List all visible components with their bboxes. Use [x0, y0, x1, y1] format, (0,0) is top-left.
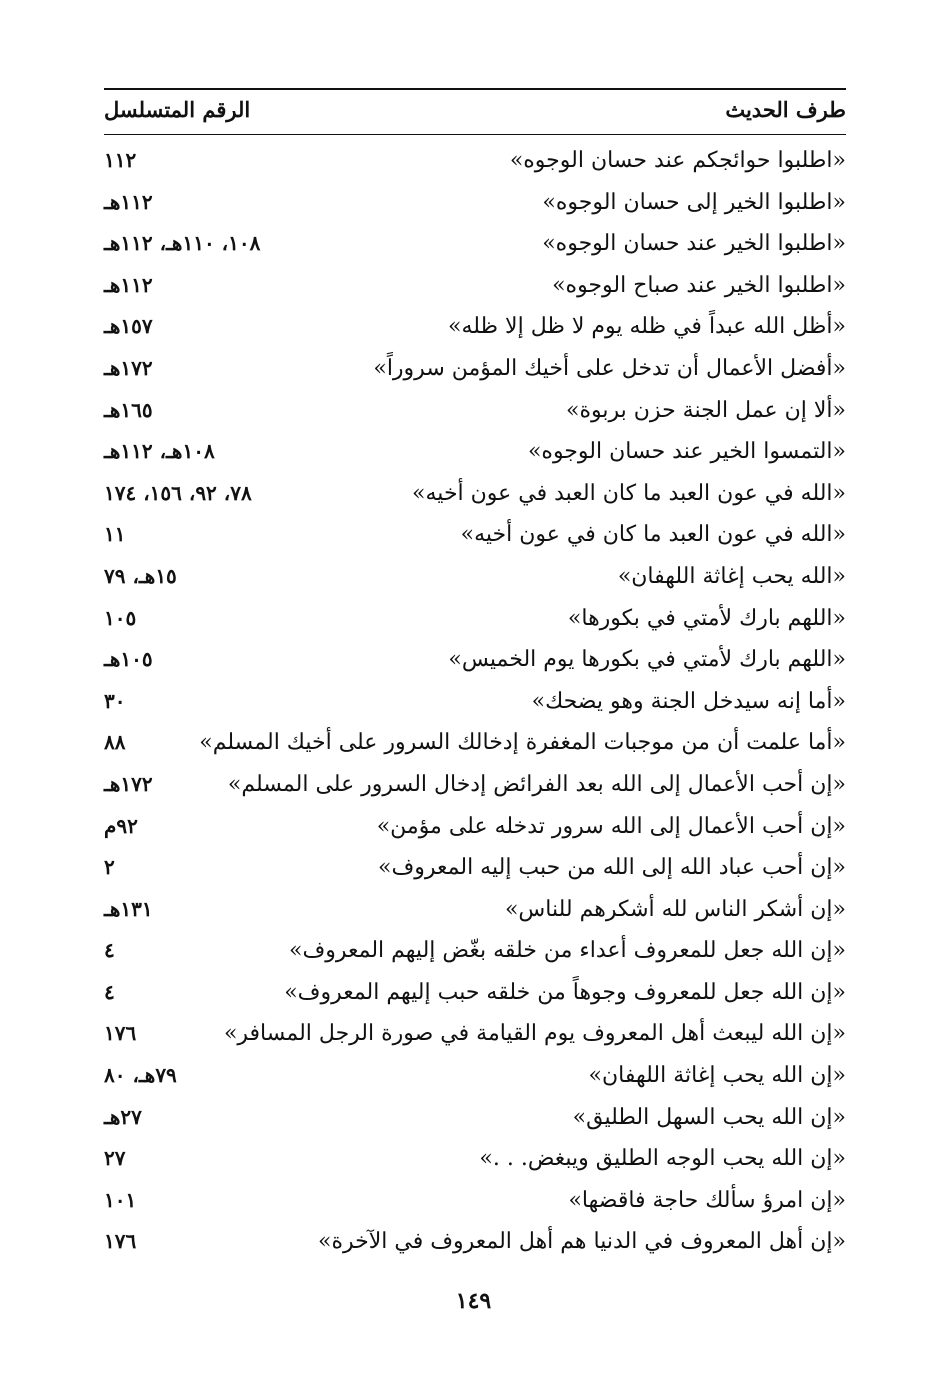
table-header — [104, 94, 846, 130]
hadith-text: «إن الله يحب الوجه الطليق ويبغض. . .» — [479, 1146, 846, 1172]
serial-refs: ٧٩هـ، ٨٠ — [104, 1063, 177, 1088]
table-row — [104, 140, 846, 182]
serial-refs: ١٠٥ — [104, 605, 137, 630]
serial-refs: ١٧٢هـ — [104, 355, 153, 380]
table-row — [104, 930, 846, 972]
hadith-text: «إن الله جعل للمعروف أعداء من خلقه بغّض إليهم المعروف» — [288, 938, 846, 964]
hadith-text: «اللهم بارك لأمتي في بكورها يوم الخميس» — [448, 647, 846, 673]
hadith-text: «إن أشكر الناس لله أشكرهم للناس» — [504, 896, 846, 922]
serial-refs: ٩٢م — [104, 813, 138, 838]
column-header-serial-number: الرقم المتسلسل — [104, 97, 251, 122]
top-rule — [104, 88, 846, 90]
table-row — [104, 431, 846, 473]
serial-refs: ٣٠ — [104, 688, 126, 713]
hadith-text: «اطلبوا الخير إلى حسان الوجوه» — [542, 189, 846, 215]
hadith-text: «إن أحب عباد الله إلى الله من حبب إليه المعروف» — [378, 855, 846, 881]
table-row — [104, 182, 846, 224]
hadith-text: «ألا إن عمل الجنة حزن بربوة» — [566, 397, 846, 423]
table-row — [104, 1097, 846, 1139]
serial-refs: ١٥هـ، ٧٩ — [104, 563, 177, 588]
table-row — [104, 348, 846, 390]
serial-refs: ١١ — [104, 522, 126, 547]
hadith-text: «اطلبوا الخير عند صباح الوجوه» — [552, 272, 846, 298]
serial-refs: ٢ — [104, 855, 115, 880]
hadith-text: «الله في عون العبد ما كان في عون أخيه» — [460, 522, 846, 548]
serial-refs: ١١٢هـ — [104, 272, 153, 297]
serial-refs: ٤ — [104, 979, 115, 1004]
table-row — [104, 390, 846, 432]
hadith-text: «إن الله يحب السهل الطليق» — [572, 1104, 846, 1130]
hadith-text: «إن أحب الأعمال إلى الله سرور تدخله على مؤمن» — [376, 813, 846, 839]
table-row — [104, 514, 846, 556]
serial-refs: ٢٧هـ — [104, 1104, 142, 1129]
serial-refs: ١٠٨، ١١٠هـ، ١١٢هـ — [104, 231, 261, 256]
table-row — [104, 806, 846, 848]
hadith-text: «التمسوا الخير عند حسان الوجوه» — [527, 439, 846, 465]
hadith-text: «إن الله يحب إغاثة اللهفان» — [588, 1063, 846, 1089]
serial-refs: ١٧٢هـ — [104, 771, 153, 796]
hadith-text: «اطلبوا الخير عند حسان الوجوه» — [542, 231, 846, 257]
hadith-text: «اللهم بارك لأمتي في بكورها» — [567, 605, 846, 631]
serial-refs: ١٥٧هـ — [104, 314, 153, 339]
table-row — [104, 1180, 846, 1222]
serial-refs: ١٠٨هـ، ١١٢هـ — [104, 439, 215, 464]
table-row — [104, 847, 846, 889]
serial-refs: ١١٢ — [104, 148, 137, 172]
hadith-text: «الله في عون العبد ما كان العبد في عون أخيه» — [412, 480, 846, 506]
page-number: ١٤٩ — [455, 1288, 492, 1314]
serial-refs: ١١٢هـ — [104, 189, 153, 214]
serial-refs: ١٠٥هـ — [104, 647, 153, 672]
table-row — [104, 556, 846, 598]
table-row — [104, 473, 846, 515]
serial-refs: ٨٨ — [104, 730, 126, 755]
table-row — [104, 598, 846, 640]
serial-refs: ١٣١هـ — [104, 896, 153, 921]
serial-refs: ١٦٥هـ — [104, 397, 153, 422]
table-row — [104, 1138, 846, 1180]
serial-refs: ١٧٦ — [104, 1229, 137, 1254]
table-row — [104, 265, 846, 307]
table-row — [104, 1221, 846, 1263]
hadith-text: «إن الله ليبعث أهل المعروف يوم القيامة في صورة الرجل المسافر» — [223, 1021, 846, 1047]
hadith-text: «أما علمت أن من موجبات المغفرة إدخالك السرور على أخيك المسلم» — [199, 730, 846, 756]
hadith-text: «أما إنه سيدخل الجنة وهو يضحك» — [531, 688, 846, 714]
hadith-text: «أفضل الأعمال أن تدخل على أخيك المؤمن سروراً» — [373, 355, 846, 381]
hadith-text: «اطلبوا حوائجكم عند حسان الوجوه» — [509, 148, 846, 173]
table-row — [104, 223, 846, 265]
table-row — [104, 681, 846, 723]
index-table — [104, 140, 846, 1263]
serial-refs: ١٠١ — [104, 1187, 137, 1212]
serial-refs: ٢٧ — [104, 1146, 126, 1171]
hadith-text: «إن أحب الأعمال إلى الله بعد الفرائض إدخال السرور على المسلم» — [227, 771, 846, 797]
table-row — [104, 306, 846, 348]
table-row — [104, 1055, 846, 1097]
serial-refs: ٧٨، ٩٢، ١٥٦، ١٧٤ — [104, 480, 252, 505]
table-row — [104, 889, 846, 931]
table-row — [104, 1013, 846, 1055]
table-row — [104, 639, 846, 681]
serial-refs: ٤ — [104, 938, 115, 963]
header-rule — [104, 134, 846, 135]
table-row — [104, 764, 846, 806]
column-header-hadith: طرف الحديث — [725, 97, 846, 122]
hadith-text: «أظل الله عبداً في ظله يوم لا ظل إلا ظله» — [448, 314, 846, 340]
table-row — [104, 972, 846, 1014]
table-row — [104, 722, 846, 764]
hadith-text: «إن امرؤ سألك حاجة فاقضها» — [568, 1187, 846, 1213]
serial-refs: ١٧٦ — [104, 1021, 137, 1046]
hadith-text: «إن الله جعل للمعروف وجوهاً من خلقه حبب إليهم المعروف» — [284, 979, 846, 1005]
hadith-text: «إن أهل المعروف في الدنيا هم أهل المعروف في الآخرة» — [317, 1229, 846, 1255]
hadith-text: «الله يحب إغاثة اللهفان» — [617, 563, 846, 589]
